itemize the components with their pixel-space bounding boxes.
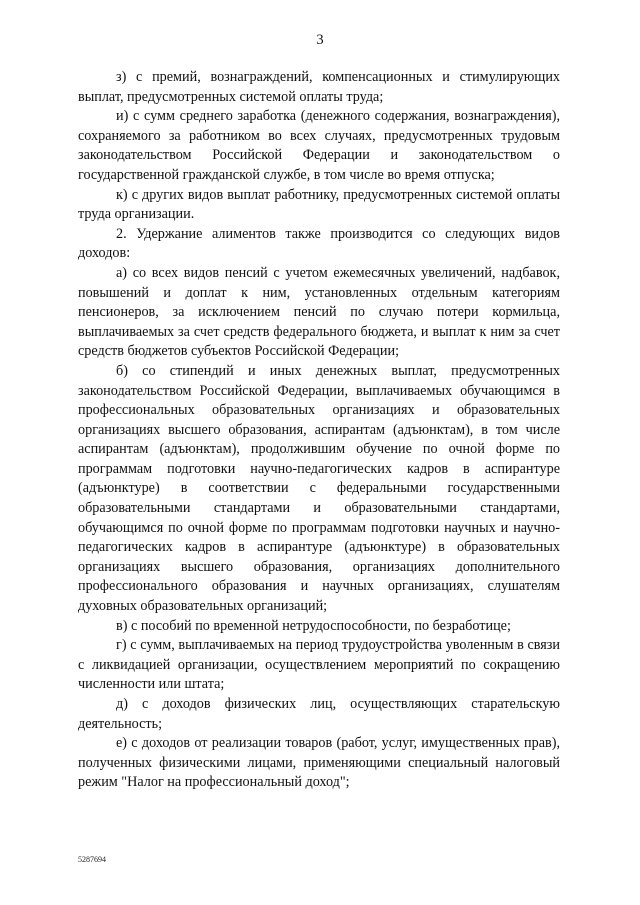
paragraph-k: к) с других видов выплат работнику, предусмотренных системой оплаты труда организации. bbox=[78, 186, 560, 223]
paragraph-d: д) с доходов физических лиц, осуществляющих старательскую деятельность; bbox=[78, 696, 560, 732]
paragraph-v: в) с пособий по временной нетрудоспособности, по безработице; bbox=[116, 617, 511, 634]
paragraph-g: г) с сумм, выплачиваемых на период трудоустройства уволенным в связи с ликвидацией организации, осуществлением мероприятий по сокращению численности или штата; bbox=[78, 637, 560, 693]
page-number: 3 bbox=[316, 32, 324, 48]
document-body bbox=[78, 68, 560, 793]
paragraph-z: з) с премий, вознаграждений, компенсационных и стимулирующих выплат, предусмотренных системой оплаты труда; bbox=[78, 69, 560, 105]
paragraph-b: б) со стипендий и иных денежных выплат, предусмотренных законодательством Российской Федерации, выплачиваемых обучающимся в профессиональных образовательных организациях и образовательных организациях высшего образования, аспирантам (адъюнктам), в том числе аспирантам (адъюнктам), продолжившим обучение по очной форме по программам подготовки научно-педагогических кадров в аспирантуре (адъюнктуре) в соответствии с федеральными государственными образовательными стандартами и образовательными стандартами, обучающимся по очной форме по программам подготовки научных и научно-педагогических кадров в аспирантуре (адъюнктуре) в образовательных организациях высшего образования, организациях дополнительного профессионального образования и научных организациях, слушателям духовных образовательных организаций; bbox=[78, 362, 560, 615]
document-code: 5287694 bbox=[78, 855, 106, 864]
paragraph-2: 2. Удержание алиментов также производится со следующих видов доходов: bbox=[78, 225, 560, 262]
paragraph-a: а) со всех видов пенсий с учетом ежемесячных увеличений, надбавок, повышений и доплат к ним, установленных отдельным категориям пенсионеров, за исключением пенсий по случаю потери кормильца, выплачиваемых за счет средств федерального бюджета, и выплат к ним за счет средств бюджетов субъектов Российской Федерации; bbox=[78, 264, 560, 360]
paragraph-e: е) с доходов от реализации товаров (работ, услуг, имущественных прав), полученных физическими лицами, применяющими специальный налоговый режим "Налог на профессиональный доход"; bbox=[78, 735, 560, 791]
paragraph-i: и) с сумм среднего заработка (денежного содержания, вознаграждения), сохраняемого за работником во всех случаях, предусмотренных трудовым законодательством Российской Федерации и законодательством о государственной гражданской службе, в том числе во время отпуска; bbox=[78, 108, 560, 183]
